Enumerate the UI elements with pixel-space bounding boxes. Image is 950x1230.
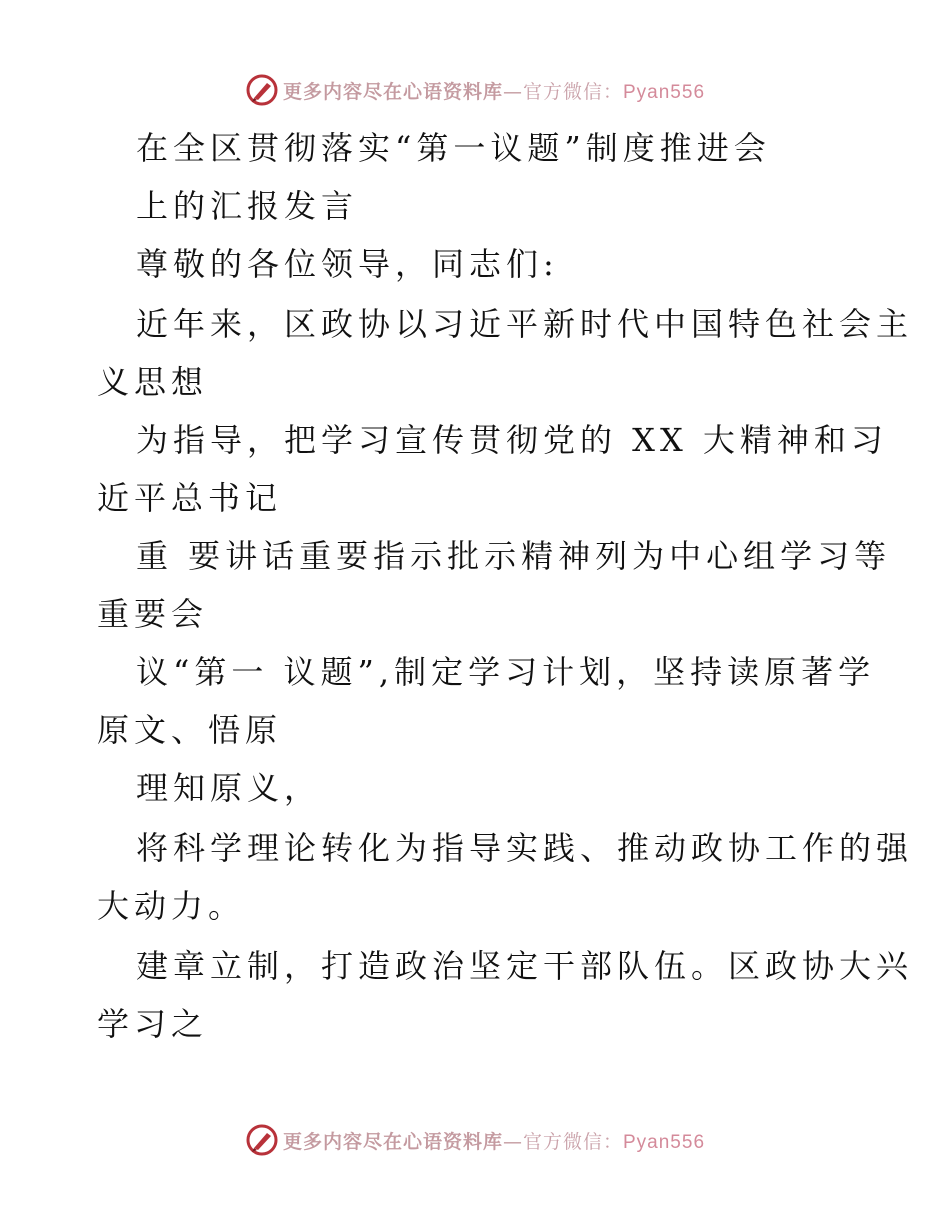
paragraph-line: 理知原义， bbox=[136, 769, 322, 807]
library-name: 更多内容尽在心语资料库 bbox=[282, 80, 503, 103]
paragraph-line: 为指导，把学习宣传贯彻党的 XX 大精神和习 bbox=[136, 421, 888, 459]
pen-logo-icon bbox=[245, 1123, 279, 1157]
paragraph-line: 原文、悟原 bbox=[97, 711, 283, 749]
paragraph-line: 大动力。 bbox=[97, 887, 246, 925]
library-name: 更多内容尽在心语资料库 bbox=[282, 1130, 503, 1153]
wechat-label: 官方微信： bbox=[522, 1130, 623, 1153]
banner-dash: — bbox=[502, 1130, 523, 1153]
paragraph-line: 近平总书记 bbox=[97, 479, 283, 517]
watermark-text bbox=[283, 1127, 705, 1154]
paragraph-line: 义思想 bbox=[97, 363, 209, 401]
header-watermark-banner bbox=[0, 70, 950, 110]
document-title-line-1: 在全区贯彻落实“第一议题”制度推进会 bbox=[136, 129, 771, 167]
paragraph-line: 学习之 bbox=[97, 1005, 209, 1043]
wechat-id: Pyan556 bbox=[623, 1131, 706, 1153]
paragraph-line: 近年来，区政协以习近平新时代中国特色社会主 bbox=[136, 305, 914, 343]
paragraph-line: 重要会 bbox=[97, 595, 209, 633]
document-title-line-2: 上的汇报发言 bbox=[136, 187, 359, 225]
wechat-label: 官方微信： bbox=[522, 80, 623, 103]
salutation: 尊敬的各位领导，同志们: bbox=[136, 245, 559, 283]
pen-logo-icon bbox=[245, 73, 279, 107]
paragraph-line: 重 要讲话重要指示批示精神列为中心组学习等 bbox=[136, 537, 892, 575]
wechat-id: Pyan556 bbox=[623, 81, 706, 103]
paragraph-line: 议“第一 议题”,制定学习计划，坚持读原著学 bbox=[136, 653, 876, 691]
watermark-text bbox=[283, 77, 705, 104]
paragraph-line: 将科学理论转化为指导实践、推动政协工作的强 bbox=[136, 829, 914, 867]
footer-watermark-banner bbox=[0, 1120, 950, 1160]
banner-dash: — bbox=[502, 80, 523, 103]
paragraph-line: 建章立制，打造政治坚定干部队伍。区政协大兴 bbox=[136, 947, 914, 985]
